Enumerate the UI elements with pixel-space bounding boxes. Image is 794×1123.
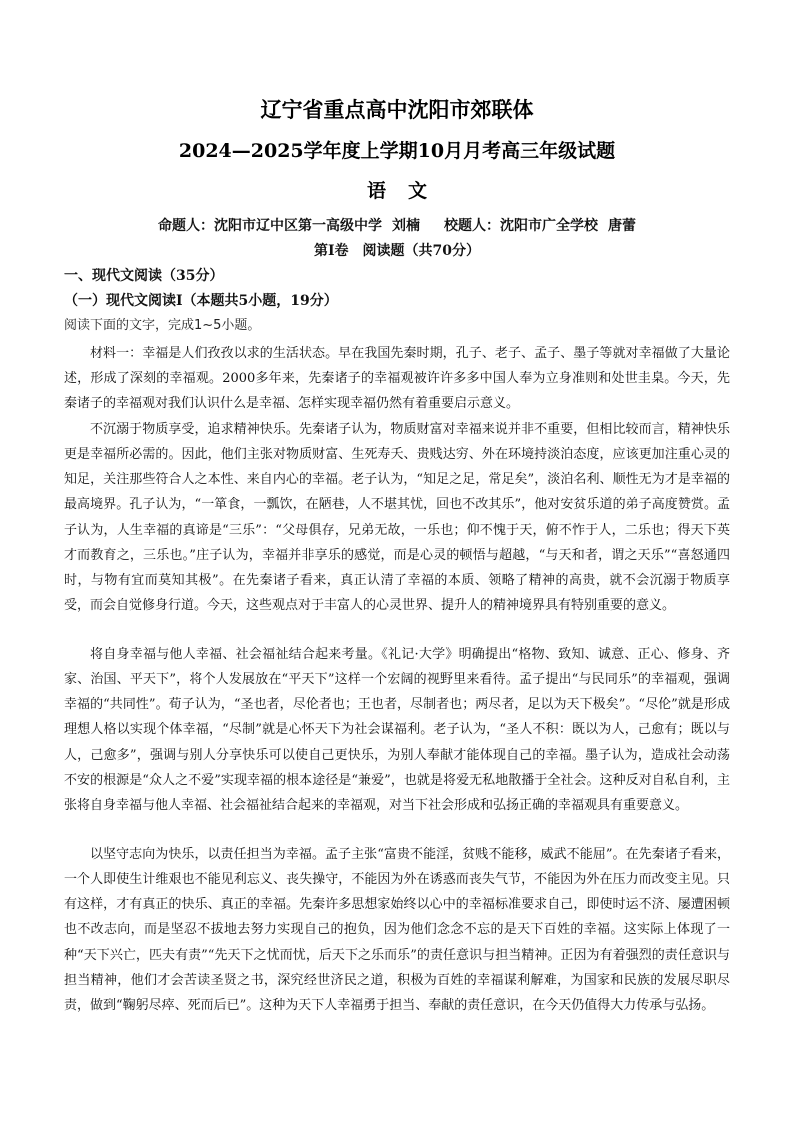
passage-paragraph-4: 以坚守志向为快乐，以责任担当为幸福。孟子主张“富贵不能淫，贫贱不能移，威武不能屈”。在先秦诸子看来，一个人即使生计维艰也不能见利忘义、丧失操守，不能因为外在诱惑而丧失气节，不能因为外在压力而改变主见。只有这样，才有真正的快乐、真正的幸福。先秦许多思想家始终以心中的幸福标准要求自己，即使时运不济、屡遭困顿也不改志向，而是坚忍不拔地去努力实现自己的抱负，因为他们念念不忘的是天下百姓的幸福。这实际上体现了一种“天下兴亡，匹夫有责”“先天下之忧而忧，后天下之乐而乐”的责任意识与担当精神。正因为有着强烈的责任意识与担当精神，他们才会苦读圣贤之书，深究经世济民之道，积极为百姓的幸福谋利解难，为国家和民族的发展尽职尽责，做到“鞠躬尽瘁、死而后已”。这种为天下人幸福勇于担当、奉献的责任意识，在今天仍值得大力传承与弘扬。 bbox=[64, 847, 730, 1013]
section-heading: 一、现代文阅读（35分） bbox=[64, 268, 224, 284]
reading-instruction: 阅读下面的文字，完成1~5小题。 bbox=[64, 318, 261, 333]
subject-title: 语文 bbox=[366, 180, 449, 202]
author-name: 刘楠 bbox=[392, 218, 420, 234]
exam-title-line1: 辽宁省重点高中沈阳市郊联体 bbox=[260, 97, 534, 122]
exam-title-line2: 2024—2025学年度上学期10月月考高三年级试题 bbox=[178, 140, 616, 162]
author-label: 命题人：沈阳市辽中区第一高级中学 bbox=[158, 218, 382, 234]
reviewer-label: 校题人：沈阳市广全学校 bbox=[444, 218, 598, 234]
volume-heading: 第Ⅰ卷 阅读题（共70分） bbox=[313, 243, 481, 259]
reviewer-name: 唐蕾 bbox=[608, 218, 636, 234]
authors-line bbox=[0, 216, 794, 236]
passage-paragraph-1: 材料一：幸福是人们孜孜以求的生活状态。早在我国先秦时期，孔子、老子、孟子、墨子等就对幸福做了大量论述，形成了深刻的幸福观。2000多年来，先秦诸子的幸福观被许许多多中国人奉为立身准则和处世圭臬。今天，先秦诸子的幸福观对我们认识什么是幸福、怎样实现幸福仍然有着重要启示意义。 bbox=[64, 346, 730, 412]
passage-paragraph-3: 将自身幸福与他人幸福、社会福祉结合起来考量。《礼记·大学》明确提出“格物、致知、诚意、正心、修身、齐家、治国、平天下”，将个人发展放在“平天下”这样一个宏阔的视野里来看待。孟子提出“与民同乐”的幸福观，强调幸福的“共同性”。荀子认为，“圣也者，尽伦者也；王也者，尽制者也；两尽者，足以为天下极矣”。“尽伦”就是形成理想人格以实现个体幸福，“尽制”就是心怀天下为社会谋福利。老子认为，“圣人不积：既以为人，己愈有；既以与人，己愈多”，强调与别人分享快乐可以使自己更快乐，为别人奉献才能体现自己的幸福。墨子认为，造成社会动荡不安的根源是“众人之不爱”实现幸福的根本途径是“兼爱”，也就是将爱无私地散播于全社会。这种反对自私自利，主张将自身幸福与他人幸福、社会福祉结合起来的幸福观，对当下社会形成和弘扬正确的幸福观具有重要意义。 bbox=[64, 647, 730, 813]
passage-paragraph-2: 不沉溺于物质享受，追求精神快乐。先秦诸子认为，物质财富对幸福来说并非不重要，但相比较而言，精神快乐更是幸福所必需的。因此，他们主张对物质财富、生死寿夭、贵贱达穷、外在环境持淡泊态度，应该更加注重心灵的知足，关注那些符合人之本性、来自内心的幸福。老子认为，“知足之足，常足矣”，淡泊名利、顺性无为才是幸福的最高境界。孔子认为，“一箪食，一瓢饮，在陋巷，人不堪其忧，回也不改其乐”，他对安贫乐道的弟子高度赞赏。孟子认为，人生幸福的真谛是“三乐”：“父母俱存，兄弟无故，一乐也；仰不愧于天，俯不怍于人，二乐也；得天下英才而教育之，三乐也。”庄子认为，幸福并非享乐的感觉，而是心灵的顿悟与超越，“与天和者，谓之天乐”“喜怒通四时，与物有宜而莫知其极”。在先秦诸子看来，真正认清了幸福的本质、领略了精神的高贵，就不会沉溺于物质享受，而会自觉修身行道。今天，这些观点对于丰富人的心灵世界、提升人的精神境界具有特别重要的意义。 bbox=[64, 422, 730, 614]
subsection-heading: （一）现代文阅读Ⅰ（本题共5小题，19分） bbox=[64, 293, 338, 309]
